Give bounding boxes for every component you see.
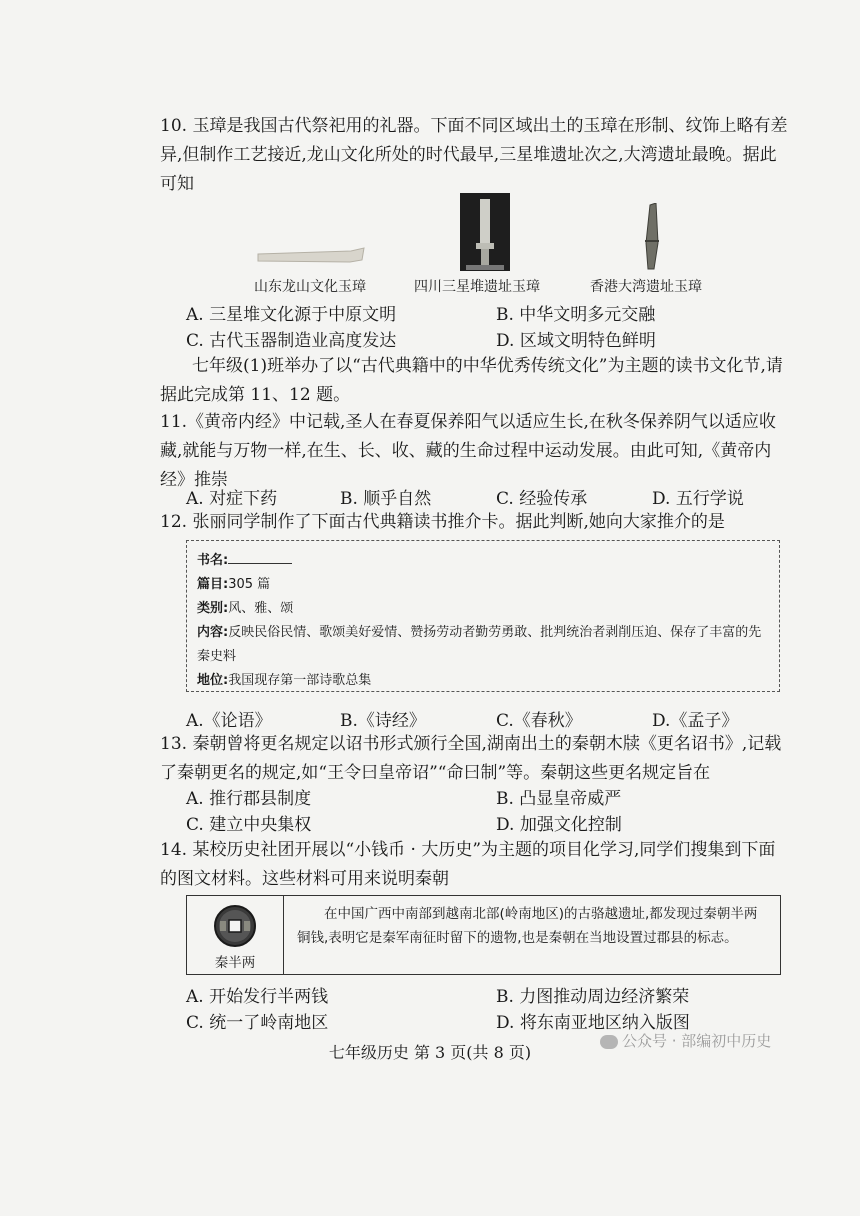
q14-option-d[interactable]: D. 将东南亚地区纳入版图	[496, 1013, 690, 1033]
question-12-text: 12. 张丽同学制作了下面古代典籍读书推介卡。据此判断,她向大家推介的是	[160, 512, 725, 532]
card-content-value: 反映民俗民情、歌颂美好爱情、赞扬劳动者勤劳勇敢、批判统治者剥削压迫、保存了丰富的先秦史料	[197, 625, 762, 664]
section-intro: 七年级(1)班举办了以“古代典籍中的中华优秀传统文化”为主题的读书文化节,请据此完成第 11、12 题。	[160, 356, 783, 405]
q10-option-c[interactable]: C. 古代玉器制造业高度发达	[186, 331, 397, 351]
q12-option-b[interactable]: B.《诗经》	[340, 711, 426, 731]
card-name-row	[197, 549, 769, 573]
question-11-text: 11.《黄帝内经》中记载,圣人在春夏保养阳气以适应生长,在秋冬保养阴气以适应收藏,就能与万物一样,在生、长、收、藏的生命过程中运动发展。由此可知,《黄帝内经》推崇	[160, 412, 776, 490]
card-status-label: 地位:	[197, 673, 229, 688]
question-10-options-row1	[186, 300, 786, 326]
card-status-value: 我国现存第一部诗歌总集	[228, 673, 372, 688]
q13-option-c[interactable]: C. 建立中央集权	[186, 815, 312, 835]
sanxingdui-jade-image	[460, 193, 510, 271]
coin-material-box	[186, 895, 781, 975]
card-count-label: 篇目:	[197, 577, 229, 592]
card-count-row	[197, 573, 769, 597]
wechat-icon	[600, 1035, 618, 1049]
q13-option-b[interactable]: B. 凸显皇帝威严	[496, 789, 622, 809]
q11-option-c[interactable]: C. 经验传承	[496, 489, 588, 509]
q13-option-d[interactable]: D. 加强文化控制	[496, 815, 622, 835]
card-name-blank	[228, 549, 292, 564]
q12-option-a[interactable]: A.《论语》	[186, 711, 272, 731]
coin-image-cell	[187, 896, 284, 974]
q14-option-c[interactable]: C. 统一了岭南地区	[186, 1013, 329, 1033]
question-10-options-row2	[186, 326, 786, 352]
coin-label: 秦半两	[214, 955, 256, 971]
question-13-options-row2	[186, 810, 786, 836]
q10-option-d[interactable]: D. 区域文明特色鲜明	[496, 331, 656, 351]
q10-option-a[interactable]: A. 三星堆文化源于中原文明	[186, 305, 397, 325]
jade-caption-longshan: 山东龙山文化玉璋	[254, 279, 366, 295]
question-13-options-row1	[186, 784, 786, 810]
dawan-jade-image	[636, 203, 666, 273]
question-10-text: 10. 玉璋是我国古代祭祀用的礼器。下面不同区域出土的玉璋在形制、纹饰上略有差异,但制作工艺接近,龙山文化所处的时代最早,三星堆遗址次之,大湾遗址最晚。据此可知	[160, 116, 788, 194]
wechat-watermark	[600, 1030, 771, 1051]
q11-option-a[interactable]: A. 对症下药	[186, 489, 278, 509]
q11-option-b[interactable]: B. 顺乎自然	[340, 489, 432, 509]
watermark-text: 公众号 · 部编初中历史	[622, 1032, 772, 1050]
q14-option-a[interactable]: A. 开始发行半两钱	[186, 987, 329, 1007]
banliang-coin-icon	[213, 904, 257, 948]
q14-option-b[interactable]: B. 力图推动周边经济繁荣	[496, 987, 690, 1007]
jade-caption-sanxingdui: 四川三星堆遗址玉璋	[414, 279, 540, 295]
q11-option-d[interactable]: D. 五行学说	[652, 489, 744, 509]
question-11-options	[186, 484, 786, 510]
question-14-options-row1	[186, 982, 786, 1008]
longshan-jade-image	[256, 246, 366, 270]
question-14-text: 14. 某校历史社团开展以“小钱币 · 大历史”为主题的项目化学习,同学们搜集到下面的图文材料。这些材料可用来说明秦朝	[160, 840, 776, 889]
card-status-row	[197, 669, 769, 693]
card-count-value: 305 篇	[228, 577, 271, 592]
q12-option-d[interactable]: D.《孟子》	[652, 711, 739, 731]
q12-option-c[interactable]: C.《春秋》	[496, 711, 582, 731]
coin-material-text: 在中国广西中南部到越南北部(岭南地区)的古骆越遗址,都发现过秦朝半两铜钱,表明它是秦军南征时留下的遗物,也是秦朝在当地设置过郡县的标志。	[297, 906, 758, 946]
card-content-row	[197, 621, 769, 669]
jade-caption-dawan: 香港大湾遗址玉璋	[590, 279, 702, 295]
q10-option-b[interactable]: B. 中华文明多元交融	[496, 305, 656, 325]
card-type-label: 类别:	[197, 601, 229, 616]
question-13-text: 13. 秦朝曾将更名规定以诏书形式颁行全国,湖南出土的秦朝木牍《更名诏书》,记载了秦朝更名的规定,如“王令曰皇帝诏”“命曰制”等。秦朝这些更名规定旨在	[160, 734, 782, 783]
card-name-label: 书名:	[197, 553, 229, 568]
card-type-value: 风、雅、颂	[228, 601, 294, 616]
q13-option-a[interactable]: A. 推行郡县制度	[186, 789, 312, 809]
card-type-row	[197, 597, 769, 621]
page-footer: 七年级历史 第 3 页(共 8 页)	[328, 1043, 532, 1062]
book-recommendation-card	[186, 540, 780, 692]
question-12-options	[186, 706, 786, 732]
card-content-label: 内容:	[197, 625, 229, 640]
